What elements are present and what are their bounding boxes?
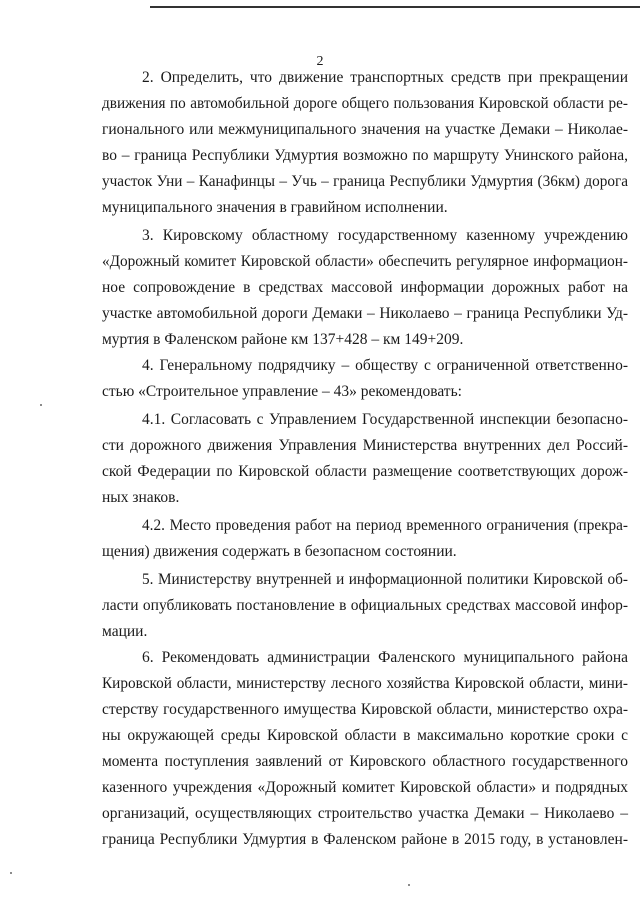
text-line: казенного учреждения «Дорожный комитет Кировской области» и подрядных <box>102 779 628 796</box>
text-line: «Дорожный комитет Кировской области» обеспечить регулярное информацион- <box>102 253 628 270</box>
text-line: стью «Строительное управление – 43» рекомендовать: <box>102 383 462 400</box>
text-line: гионального или межмуниципального значения на участке Демаки – Николае- <box>102 121 628 138</box>
text-line: участок Уни – Канафинцы – Учь – граница Республики Удмуртия (36км) дорога <box>102 173 628 190</box>
text-line: сти дорожного движения Управления Министерства внутренних дел Россий- <box>102 437 628 454</box>
page-number: 2 <box>316 54 324 69</box>
text-line: момента поступления заявлений от Кировского областного государственного <box>102 753 628 770</box>
text-line: стерству государственного имущества Кировской области, министерство охра- <box>102 701 628 718</box>
text-line: 3. Кировскому областному государственному казенному учреждению <box>142 227 628 244</box>
text-line: ных знаков. <box>102 489 180 506</box>
text-line: ской Федерации по Кировской области размещение соответствующих дорож- <box>102 463 628 480</box>
text-line: движения по автомобильной дороге общего пользования Кировской области ре- <box>102 95 628 112</box>
scan-speck <box>40 404 42 406</box>
text-line: щения) движения содержать в безопасном состоянии. <box>102 543 457 560</box>
text-line: 6. Рекомендовать администрации Фаленского муниципального района <box>142 649 628 666</box>
text-line: 4.2. Место проведения работ на период временного ограничения (прекра- <box>142 517 628 534</box>
text-line: ное сопровождение в средствах массовой информации дорожных работ на <box>102 279 628 296</box>
text-line: мации. <box>102 623 148 640</box>
scan-speck <box>408 884 410 886</box>
text-line: 4.1. Согласовать с Управлением Государственной инспекции безопасно- <box>142 411 628 428</box>
text-line: во – граница Республики Удмуртия возможно по маршруту Унинского района, <box>102 147 628 164</box>
text-line: граница Республики Удмуртия в Фаленском районе в 2015 году, в установлен- <box>102 831 628 848</box>
text-line: Кировской области, министерству лесного хозяйства Кировской области, мини- <box>102 675 628 692</box>
text-line: ласти опубликовать постановление в официальных средствах массовой инфор- <box>102 597 628 614</box>
text-line: ны окружающей среды Кировской области в максимально короткие сроки с <box>102 727 628 744</box>
text-line: организаций, осуществляющих строительство участка Демаки – Николаево – <box>102 805 628 822</box>
text-line: муниципального значения в гравийном исполнении. <box>102 199 448 216</box>
text-line: 4. Генеральному подрядчику – обществу с ограниченной ответственно- <box>142 357 628 374</box>
scan-speck <box>10 872 12 874</box>
text-line: 2. Определить, что движение транспортных средств при прекращении <box>142 69 628 86</box>
text-line: 5. Министерству внутренней и информационной политики Кировской об- <box>142 571 628 588</box>
top-border-line <box>150 6 640 8</box>
text-line: участке автомобильной дороги Демаки – Николаево – граница Республики Уд- <box>102 305 628 322</box>
text-line: муртия в Фаленском районе км 137+428 – км 149+209. <box>102 331 464 348</box>
